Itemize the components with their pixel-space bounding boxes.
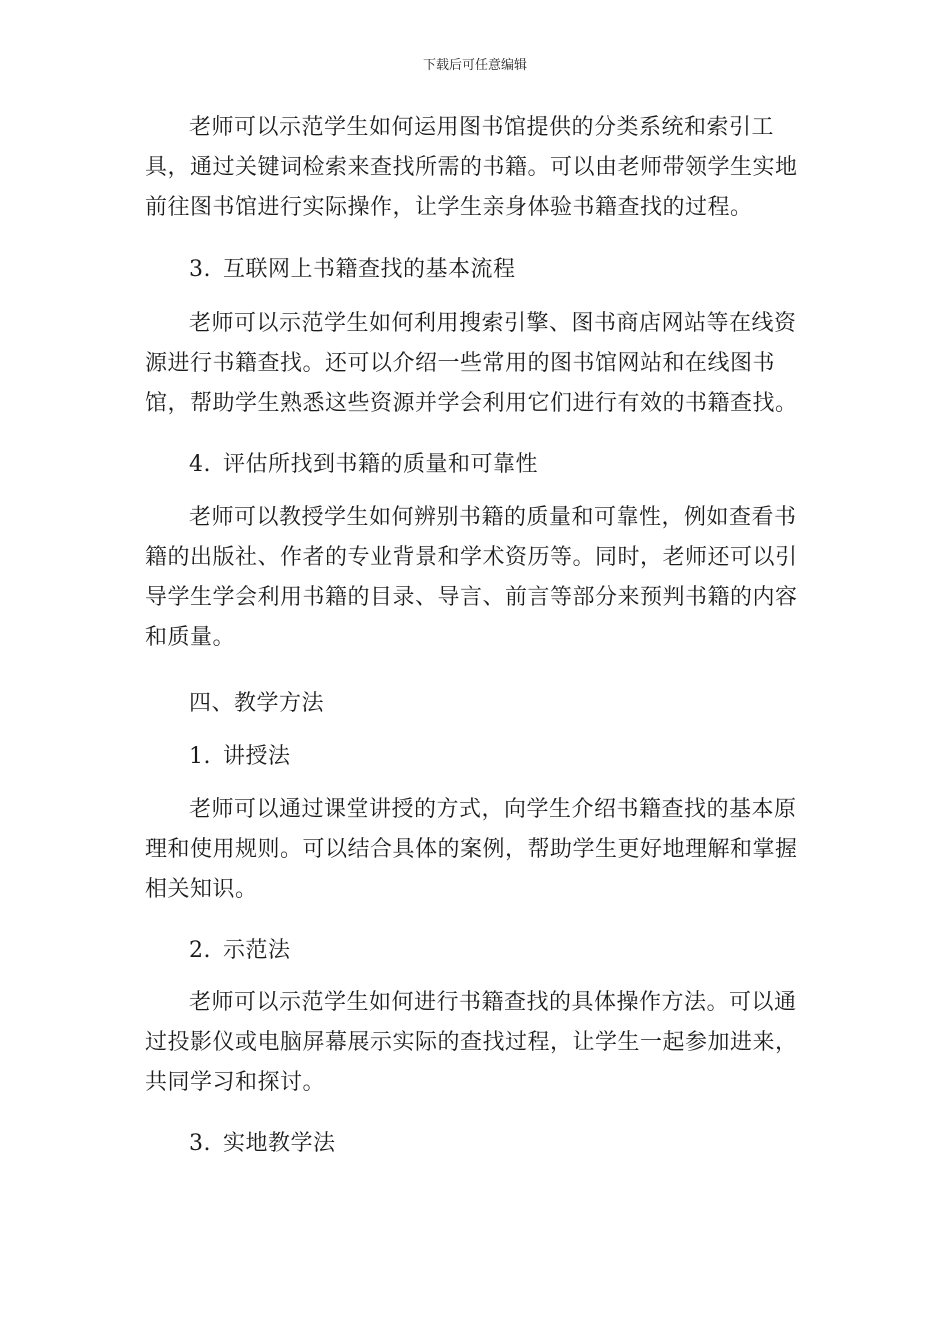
- heading-text: 互联网上书籍查找的基本流程: [223, 257, 516, 282]
- heading-text: 讲授法: [223, 744, 291, 769]
- paragraph-demonstration-method: 老师可以示范学生如何进行书籍查找的具体操作方法。可以通过投影仪或电脑屏幕展示实际的查找过程，让学生一起参加进来，共同学习和探讨。: [145, 990, 798, 1095]
- paragraph-quality-reliability: 老师可以教授学生如何辨别书籍的质量和可靠性，例如查看书籍的出版社、作者的专业背景和学术资历等。同时，老师还可以引导学生学会利用书籍的目录、导言、前言等部分来预判书籍的内容和质量。: [145, 505, 798, 650]
- heading-text: 评估所找到书籍的质量和可靠性: [223, 452, 539, 477]
- paragraph-online-resources: 老师可以示范学生如何利用搜索引擎、图书商店网站等在线资源进行书籍查找。还可以介绍一些常用的图书馆网站和在线图书馆，帮助学生熟悉这些资源并学会利用它们进行有效的书籍查找。: [145, 311, 798, 416]
- heading-field-teaching-method: [145, 1124, 849, 1164]
- heading-number: 1.: [189, 744, 211, 769]
- heading-number: 3.: [189, 257, 211, 282]
- heading-lecture-method: [145, 737, 849, 777]
- paragraph-library-catalog: 老师可以示范学生如何运用图书馆提供的分类系统和索引工具，通过关键词检索来查找所需的书籍。可以由老师带领学生实地前往图书馆进行实际操作，让学生亲身体验书籍查找的过程。: [145, 115, 798, 220]
- heading-evaluate-quality: [145, 445, 849, 485]
- heading-number: 4.: [189, 452, 211, 477]
- page-header: 下载后可任意编辑: [422, 58, 527, 73]
- heading-text: 示范法: [223, 938, 291, 963]
- heading-text: 实地教学法: [223, 1131, 336, 1156]
- heading-internet-search-process: [145, 250, 849, 290]
- section-heading-teaching-methods: [145, 684, 849, 724]
- heading-demonstration-method: [145, 931, 849, 971]
- heading-number: 2.: [189, 938, 211, 963]
- heading-text: 四、教学方法: [189, 691, 325, 716]
- heading-number: 3.: [189, 1131, 211, 1156]
- paragraph-lecture-method: 老师可以通过课堂讲授的方式，向学生介绍书籍查找的基本原理和使用规则。可以结合具体的案例，帮助学生更好地理解和掌握相关知识。: [145, 797, 798, 902]
